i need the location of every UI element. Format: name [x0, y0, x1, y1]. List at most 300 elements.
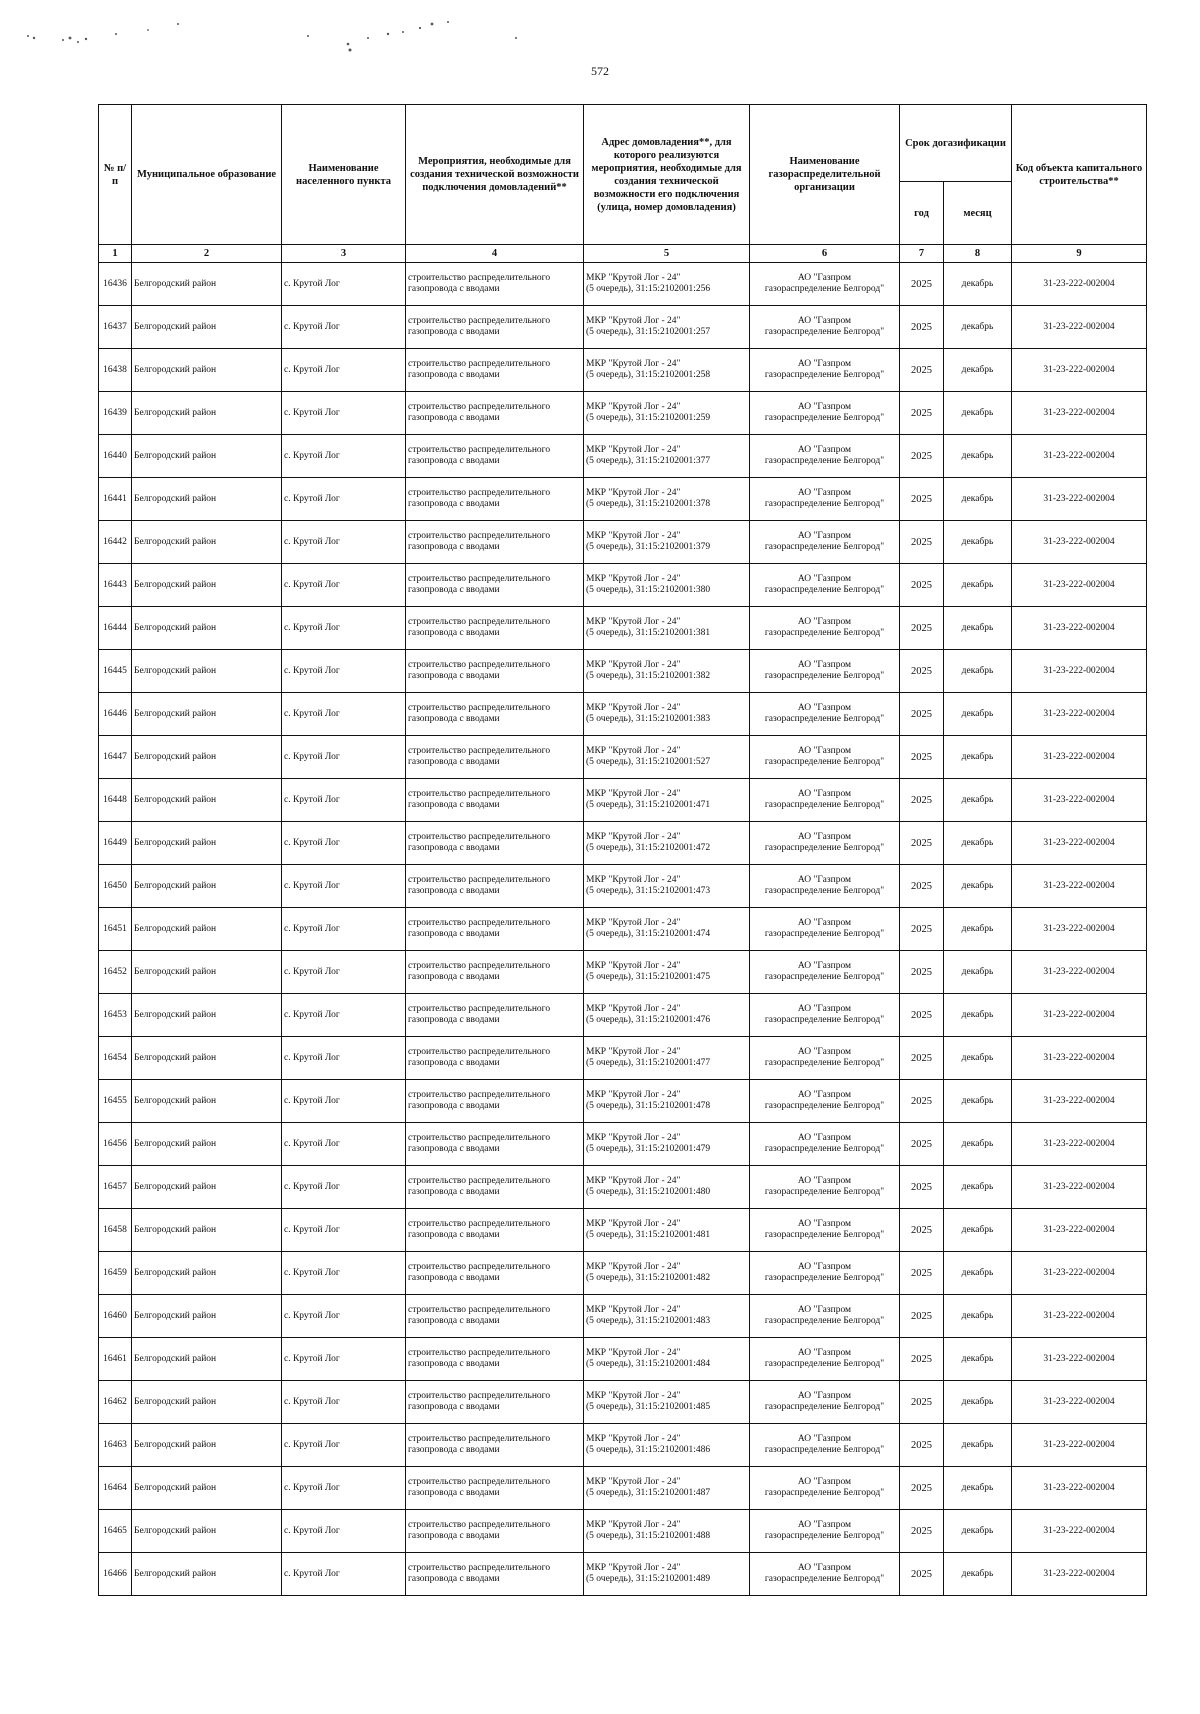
- cell-municipality: [132, 1123, 282, 1166]
- cell-municipality: [132, 822, 282, 865]
- cell-code-text: 31-23-222-002004: [1043, 1267, 1115, 1278]
- cell-municipality: [132, 1166, 282, 1209]
- cell-municipality-text: Белгородский район: [134, 1439, 217, 1450]
- cell-code: [1012, 650, 1147, 693]
- cell-code: [1012, 349, 1147, 392]
- cell-code-text: 31-23-222-002004: [1043, 493, 1115, 504]
- table-row: [99, 1381, 1147, 1424]
- cell-number-text: 16454: [103, 1052, 127, 1063]
- cell-organization-text: газораспределение Белгород": [764, 1273, 885, 1283]
- cell-year: [900, 263, 944, 306]
- cell-year: [900, 1209, 944, 1252]
- cell-year: [900, 994, 944, 1037]
- cell-year-text: 2025: [911, 1138, 932, 1150]
- cell-number: [99, 521, 132, 564]
- cell-year-text: 2025: [911, 837, 932, 849]
- cell-municipality-text: Белгородский район: [134, 450, 217, 461]
- cell-organization-text: газораспределение Белгород": [764, 843, 885, 853]
- cell-organization-text: АО "Газпром: [797, 488, 852, 498]
- cell-month-text: декабрь: [961, 1052, 994, 1063]
- cell-measure-text: строительство распределительного газопровода с вводами: [408, 574, 551, 595]
- cell-month-text: декабрь: [961, 1138, 994, 1149]
- cell-settlement-text: с. Крутой Лог: [284, 1181, 340, 1192]
- cell-organization-text: АО "Газпром: [797, 660, 852, 670]
- cell-organization-text: АО "Газпром: [797, 1563, 852, 1573]
- cell-measure: [406, 306, 584, 349]
- cell-number-text: 16451: [103, 923, 127, 934]
- cell-organization: [750, 736, 900, 779]
- cell-year-text: 2025: [911, 708, 932, 720]
- cell-organization-text: газораспределение Белгород": [764, 327, 885, 337]
- cell-settlement: [282, 435, 406, 478]
- cell-number: [99, 736, 132, 779]
- cell-measure-text: строительство распределительного газопровода с вводами: [408, 1219, 551, 1240]
- cell-settlement: [282, 1553, 406, 1596]
- table-row: [99, 263, 1147, 306]
- cell-organization-text: АО "Газпром: [797, 1348, 852, 1358]
- cell-municipality: [132, 951, 282, 994]
- cell-address-text: МКР "Крутой Лог - 24": [586, 1219, 681, 1229]
- cell-settlement-text: с. Крутой Лог: [284, 1310, 340, 1321]
- cell-code-text: 31-23-222-002004: [1043, 364, 1115, 375]
- cell-settlement-text: с. Крутой Лог: [284, 1267, 340, 1278]
- cell-organization-text: газораспределение Белгород": [764, 757, 885, 767]
- cell-organization-text: АО "Газпром: [797, 316, 852, 326]
- cell-address-text: (5 очередь), 31:15:2102001:477: [586, 1058, 711, 1068]
- cell-code: [1012, 1166, 1147, 1209]
- cell-organization-text: АО "Газпром: [797, 1004, 852, 1014]
- cell-year: [900, 435, 944, 478]
- cell-organization-text: АО "Газпром: [797, 1305, 852, 1315]
- cell-month: [944, 435, 1012, 478]
- cell-year-text: 2025: [911, 794, 932, 806]
- column-number: 4: [406, 245, 584, 263]
- cell-organization-text: АО "Газпром: [797, 402, 852, 412]
- cell-number-text: 16447: [103, 751, 127, 762]
- cell-month-text: декабрь: [961, 1396, 994, 1407]
- cell-settlement: [282, 306, 406, 349]
- cell-settlement: [282, 1252, 406, 1295]
- page-number: 572: [591, 64, 609, 78]
- cell-measure-text: строительство распределительного газопровода с вводами: [408, 1391, 551, 1412]
- cell-month-text: декабрь: [961, 1095, 994, 1106]
- cell-number-text: 16441: [103, 493, 127, 504]
- cell-month-text: декабрь: [961, 1353, 994, 1364]
- cell-organization-text: газораспределение Белгород": [764, 370, 885, 380]
- cell-measure-text: строительство распределительного газопровода с вводами: [408, 273, 551, 294]
- cell-settlement: [282, 1080, 406, 1123]
- header-month: месяц: [944, 182, 1012, 245]
- cell-code: [1012, 1037, 1147, 1080]
- cell-month: [944, 736, 1012, 779]
- cell-number: [99, 349, 132, 392]
- cell-number: [99, 1209, 132, 1252]
- cell-municipality-text: Белгородский район: [134, 1482, 217, 1493]
- cell-address-text: МКР "Крутой Лог - 24": [586, 1348, 681, 1358]
- cell-address-text: (5 очередь), 31:15:2102001:473: [586, 886, 711, 896]
- cell-organization-text: АО "Газпром: [797, 918, 852, 928]
- cell-organization-text: АО "Газпром: [797, 1520, 852, 1530]
- cell-measure: [406, 779, 584, 822]
- cell-organization-text: АО "Газпром: [797, 961, 852, 971]
- cell-municipality: [132, 306, 282, 349]
- header-code: Код объекта капитального строительства**: [1012, 105, 1147, 245]
- cell-settlement: [282, 392, 406, 435]
- scan-noise: [18, 14, 518, 54]
- table-row: [99, 650, 1147, 693]
- cell-municipality-text: Белгородский район: [134, 923, 217, 934]
- cell-measure: [406, 478, 584, 521]
- cell-municipality-text: Белгородский район: [134, 1310, 217, 1321]
- cell-month: [944, 951, 1012, 994]
- cell-address-text: (5 очередь), 31:15:2102001:488: [586, 1531, 711, 1541]
- cell-measure-text: строительство распределительного газопровода с вводами: [408, 1348, 551, 1369]
- table-row: [99, 1295, 1147, 1338]
- cell-settlement: [282, 564, 406, 607]
- cell-organization-text: АО "Газпром: [797, 1477, 852, 1487]
- cell-municipality-text: Белгородский район: [134, 407, 217, 418]
- cell-month-text: декабрь: [961, 880, 994, 891]
- cell-measure-text: строительство распределительного газопровода с вводами: [408, 316, 551, 337]
- cell-address-text: МКР "Крутой Лог - 24": [586, 1477, 681, 1487]
- cell-year-text: 2025: [911, 1224, 932, 1236]
- cell-address: [584, 435, 750, 478]
- cell-organization: [750, 994, 900, 1037]
- cell-address-text: (5 очередь), 31:15:2102001:382: [586, 671, 711, 681]
- cell-municipality-text: Белгородский район: [134, 536, 217, 547]
- cell-number: [99, 1424, 132, 1467]
- cell-measure-text: строительство распределительного газопровода с вводами: [408, 961, 551, 982]
- cell-municipality-text: Белгородский район: [134, 1138, 217, 1149]
- column-number-row: [99, 245, 1147, 263]
- cell-number-text: 16449: [103, 837, 127, 848]
- cell-address-text: МКР "Крутой Лог - 24": [586, 445, 681, 455]
- cell-number: [99, 263, 132, 306]
- cell-number-text: 16452: [103, 966, 127, 977]
- cell-municipality-text: Белгородский район: [134, 665, 217, 676]
- cell-code-text: 31-23-222-002004: [1043, 1224, 1115, 1235]
- cell-measure-text: строительство распределительного газопровода с вводами: [408, 918, 551, 939]
- cell-month-text: декабрь: [961, 1181, 994, 1192]
- cell-year-text: 2025: [911, 1353, 932, 1365]
- cell-organization-text: АО "Газпром: [797, 1090, 852, 1100]
- cell-month-text: декабрь: [961, 1568, 994, 1579]
- cell-address: [584, 693, 750, 736]
- cell-month: [944, 650, 1012, 693]
- cell-settlement-text: с. Крутой Лог: [284, 880, 340, 891]
- cell-number-text: 16436: [103, 278, 127, 289]
- table-row: [99, 1123, 1147, 1166]
- table-row: [99, 736, 1147, 779]
- header-measures: Мероприятия, необходимые для создания технической возможности подключения домовладений**: [406, 105, 584, 245]
- cell-year-text: 2025: [911, 321, 932, 333]
- cell-month: [944, 1080, 1012, 1123]
- cell-year: [900, 1295, 944, 1338]
- cell-address-text: МКР "Крутой Лог - 24": [586, 1563, 681, 1573]
- cell-settlement: [282, 1381, 406, 1424]
- cell-address-text: (5 очередь), 31:15:2102001:256: [586, 284, 711, 294]
- cell-code: [1012, 607, 1147, 650]
- cell-organization: [750, 392, 900, 435]
- cell-address: [584, 478, 750, 521]
- cell-settlement-text: с. Крутой Лог: [284, 794, 340, 805]
- cell-address: [584, 521, 750, 564]
- cell-measure: [406, 1338, 584, 1381]
- cell-settlement-text: с. Крутой Лог: [284, 407, 340, 418]
- cell-number: [99, 607, 132, 650]
- cell-address: [584, 994, 750, 1037]
- cell-address: [584, 1166, 750, 1209]
- table-row: [99, 994, 1147, 1037]
- cell-address: [584, 1037, 750, 1080]
- cell-code: [1012, 1209, 1147, 1252]
- cell-municipality: [132, 392, 282, 435]
- column-number: 7: [900, 245, 944, 263]
- cell-number-text: 16446: [103, 708, 127, 719]
- cell-number-text: 16437: [103, 321, 127, 332]
- cell-month-text: декабрь: [961, 751, 994, 762]
- cell-month: [944, 1424, 1012, 1467]
- cell-organization: [750, 908, 900, 951]
- cell-address: [584, 1467, 750, 1510]
- cell-organization: [750, 822, 900, 865]
- cell-year-text: 2025: [911, 665, 932, 677]
- cell-organization-text: АО "Газпром: [797, 1176, 852, 1186]
- cell-year-text: 2025: [911, 1482, 932, 1494]
- cell-code: [1012, 521, 1147, 564]
- cell-settlement-text: с. Крутой Лог: [284, 837, 340, 848]
- cell-month-text: декабрь: [961, 1482, 994, 1493]
- cell-organization: [750, 1080, 900, 1123]
- cell-measure: [406, 1467, 584, 1510]
- cell-address-text: (5 очередь), 31:15:2102001:478: [586, 1101, 711, 1111]
- cell-address-text: (5 очередь), 31:15:2102001:476: [586, 1015, 711, 1025]
- column-number: 6: [750, 245, 900, 263]
- cell-municipality: [132, 779, 282, 822]
- cell-year: [900, 478, 944, 521]
- cell-address-text: (5 очередь), 31:15:2102001:378: [586, 499, 711, 509]
- cell-number-text: 16440: [103, 450, 127, 461]
- cell-municipality-text: Белгородский район: [134, 1009, 217, 1020]
- cell-address-text: МКР "Крутой Лог - 24": [586, 875, 681, 885]
- cell-number: [99, 1338, 132, 1381]
- cell-year-text: 2025: [911, 622, 932, 634]
- cell-measure-text: строительство распределительного газопровода с вводами: [408, 1434, 551, 1455]
- cell-month-text: декабрь: [961, 579, 994, 590]
- table-row: [99, 1553, 1147, 1596]
- cell-measure-text: строительство распределительного газопровода с вводами: [408, 402, 551, 423]
- cell-code: [1012, 306, 1147, 349]
- cell-address: [584, 779, 750, 822]
- cell-year: [900, 865, 944, 908]
- cell-number-text: 16438: [103, 364, 127, 375]
- cell-municipality: [132, 349, 282, 392]
- cell-organization: [750, 607, 900, 650]
- cell-address-text: (5 очередь), 31:15:2102001:484: [586, 1359, 711, 1369]
- cell-measure: [406, 865, 584, 908]
- cell-organization-text: газораспределение Белгород": [764, 1187, 885, 1197]
- cell-month-text: декабрь: [961, 665, 994, 676]
- table-row: [99, 1037, 1147, 1080]
- column-number: 8: [944, 245, 1012, 263]
- cell-month-text: декабрь: [961, 1525, 994, 1536]
- cell-organization-text: газораспределение Белгород": [764, 800, 885, 810]
- cell-measure: [406, 1037, 584, 1080]
- cell-measure: [406, 693, 584, 736]
- cell-settlement: [282, 478, 406, 521]
- cell-organization: [750, 435, 900, 478]
- cell-month-text: декабрь: [961, 1310, 994, 1321]
- table-row: [99, 779, 1147, 822]
- cell-settlement: [282, 1166, 406, 1209]
- cell-month-text: декабрь: [961, 622, 994, 633]
- cell-address: [584, 650, 750, 693]
- cell-organization: [750, 263, 900, 306]
- cell-month-text: декабрь: [961, 1439, 994, 1450]
- cell-code: [1012, 865, 1147, 908]
- cell-code-text: 31-23-222-002004: [1043, 579, 1115, 590]
- cell-measure: [406, 564, 584, 607]
- cell-address-text: МКР "Крутой Лог - 24": [586, 1434, 681, 1444]
- cell-address: [584, 1252, 750, 1295]
- cell-number-text: 16450: [103, 880, 127, 891]
- cell-municipality-text: Белгородский район: [134, 1095, 217, 1106]
- cell-organization-text: АО "Газпром: [797, 273, 852, 283]
- table-row: [99, 435, 1147, 478]
- cell-municipality: [132, 1381, 282, 1424]
- cell-number: [99, 779, 132, 822]
- cell-measure-text: строительство распределительного газопровода с вводами: [408, 1262, 551, 1283]
- cell-settlement-text: с. Крутой Лог: [284, 1396, 340, 1407]
- cell-address-text: (5 очередь), 31:15:2102001:486: [586, 1445, 711, 1455]
- cell-organization: [750, 1424, 900, 1467]
- cell-code: [1012, 822, 1147, 865]
- cell-month-text: декабрь: [961, 536, 994, 547]
- cell-organization: [750, 1166, 900, 1209]
- cell-organization: [750, 865, 900, 908]
- cell-settlement-text: с. Крутой Лог: [284, 1568, 340, 1579]
- cell-address: [584, 736, 750, 779]
- cell-municipality-text: Белгородский район: [134, 1353, 217, 1364]
- table-row: [99, 1338, 1147, 1381]
- cell-municipality-text: Белгородский район: [134, 1181, 217, 1192]
- cell-measure: [406, 1209, 584, 1252]
- cell-number-text: 16442: [103, 536, 127, 547]
- cell-municipality: [132, 1338, 282, 1381]
- cell-organization: [750, 521, 900, 564]
- cell-organization: [750, 650, 900, 693]
- cell-address-text: (5 очередь), 31:15:2102001:377: [586, 456, 711, 466]
- cell-number: [99, 908, 132, 951]
- cell-year: [900, 306, 944, 349]
- cell-measure-text: строительство распределительного газопровода с вводами: [408, 1305, 551, 1326]
- cell-municipality-text: Белгородский район: [134, 321, 217, 332]
- cell-code: [1012, 779, 1147, 822]
- cell-organization-text: АО "Газпром: [797, 746, 852, 756]
- cell-organization: [750, 478, 900, 521]
- cell-measure-text: строительство распределительного газопровода с вводами: [408, 359, 551, 380]
- cell-year: [900, 392, 944, 435]
- cell-number: [99, 865, 132, 908]
- cell-settlement-text: с. Крутой Лог: [284, 1224, 340, 1235]
- cell-code-text: 31-23-222-002004: [1043, 923, 1115, 934]
- cell-municipality-text: Белгородский район: [134, 622, 217, 633]
- cell-number: [99, 951, 132, 994]
- cell-number: [99, 994, 132, 1037]
- cell-code-text: 31-23-222-002004: [1043, 1568, 1115, 1579]
- cell-code-text: 31-23-222-002004: [1043, 1525, 1115, 1536]
- cell-code: [1012, 1080, 1147, 1123]
- cell-year-text: 2025: [911, 1525, 932, 1537]
- cell-number-text: 16455: [103, 1095, 127, 1106]
- column-number: 9: [1012, 245, 1147, 263]
- cell-code-text: 31-23-222-002004: [1043, 708, 1115, 719]
- cell-code: [1012, 1510, 1147, 1553]
- cell-address-text: МКР "Крутой Лог - 24": [586, 1047, 681, 1057]
- header-settlement: Наименование населенного пункта: [282, 105, 406, 245]
- cell-month: [944, 349, 1012, 392]
- cell-year-text: 2025: [911, 751, 932, 763]
- cell-code: [1012, 263, 1147, 306]
- header-year: год: [900, 182, 944, 245]
- cell-organization-text: газораспределение Белгород": [764, 1574, 885, 1584]
- cell-measure-text: строительство распределительного газопровода с вводами: [408, 1133, 551, 1154]
- cell-municipality-text: Белгородский район: [134, 579, 217, 590]
- cell-settlement-text: с. Крутой Лог: [284, 1482, 340, 1493]
- cell-municipality-text: Белгородский район: [134, 1052, 217, 1063]
- cell-month: [944, 865, 1012, 908]
- cell-settlement: [282, 736, 406, 779]
- cell-settlement: [282, 650, 406, 693]
- cell-municipality: [132, 435, 282, 478]
- cell-address-text: МКР "Крутой Лог - 24": [586, 617, 681, 627]
- header-organization: Наименование газораспределительной организации: [750, 105, 900, 245]
- cell-month: [944, 263, 1012, 306]
- cell-measure: [406, 1123, 584, 1166]
- cell-code-text: 31-23-222-002004: [1043, 536, 1115, 547]
- cell-measure-text: строительство распределительного газопровода с вводами: [408, 703, 551, 724]
- cell-organization: [750, 1123, 900, 1166]
- cell-organization: [750, 564, 900, 607]
- cell-organization: [750, 1467, 900, 1510]
- cell-code: [1012, 908, 1147, 951]
- table-row: [99, 564, 1147, 607]
- cell-address-text: МКР "Крутой Лог - 24": [586, 961, 681, 971]
- cell-address: [584, 1338, 750, 1381]
- cell-number: [99, 478, 132, 521]
- cell-measure: [406, 521, 584, 564]
- cell-municipality-text: Белгородский район: [134, 1525, 217, 1536]
- cell-month: [944, 1209, 1012, 1252]
- cell-settlement-text: с. Крутой Лог: [284, 708, 340, 719]
- cell-month: [944, 908, 1012, 951]
- cell-address-text: МКР "Крутой Лог - 24": [586, 1004, 681, 1014]
- cell-municipality: [132, 693, 282, 736]
- cell-address-text: МКР "Крутой Лог - 24": [586, 1520, 681, 1530]
- cell-address-text: МКР "Крутой Лог - 24": [586, 1391, 681, 1401]
- cell-measure: [406, 1381, 584, 1424]
- cell-address-text: (5 очередь), 31:15:2102001:472: [586, 843, 711, 853]
- cell-address-text: (5 очередь), 31:15:2102001:258: [586, 370, 711, 380]
- cell-month: [944, 779, 1012, 822]
- cell-year-text: 2025: [911, 1396, 932, 1408]
- cell-address: [584, 1080, 750, 1123]
- cell-code-text: 31-23-222-002004: [1043, 1138, 1115, 1149]
- cell-settlement: [282, 521, 406, 564]
- cell-address-text: (5 очередь), 31:15:2102001:481: [586, 1230, 711, 1240]
- table-row: [99, 349, 1147, 392]
- cell-month-text: декабрь: [961, 923, 994, 934]
